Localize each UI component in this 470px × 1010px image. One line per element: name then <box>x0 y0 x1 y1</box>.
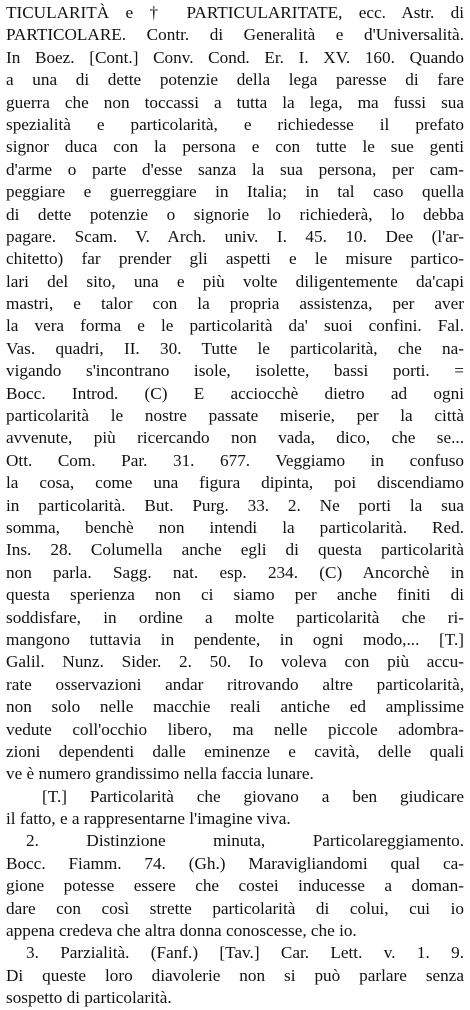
text-line: signor duca con la persona e con tutte le sue genti <box>6 137 464 157</box>
sense-2-line: 2. Distinzione minuta, Particolareggiamento. <box>26 831 464 851</box>
text-line: di dette potenzie o signorie lo richiederà, lo debba <box>6 204 464 224</box>
text-line: sospetto di particolarità. <box>6 988 172 1008</box>
text-line: In Boez. [Cont.] Conv. Cond. Er. I. XV. 160. Quando <box>6 47 464 67</box>
text-line: [T.] Particolarità che giovano a ben giudicare <box>42 786 464 806</box>
text-line: mastri, e talor con la propria assistenza, per aver <box>6 294 464 314</box>
text-line: somma, benchè non intendi la particolarità. Red. <box>6 517 464 537</box>
text-line: chitetto) far prender gli aspetti e le misure partico- <box>6 249 464 269</box>
text-line: particolarità le nostre passate miserie, per la città <box>6 406 464 426</box>
text-line: Vas. quadri, II. 30. Tutte le particolarità, che na- <box>6 338 464 358</box>
text-line: la cosa, come una figura dipinta, poi discendiamo <box>6 473 464 493</box>
text-line: vigando s'incontrano isole, isolette, bassi porti. = <box>6 361 464 381</box>
text-line: Ins. 28. Columella anche egli di questa particolarità <box>6 540 464 560</box>
text-line: peggiare e guerreggiare in Italia; in tal caso quella <box>6 182 464 202</box>
text-line: a una di dette potenzie della lega paresse di fare <box>6 70 464 90</box>
text-line: non solo nelle macchie reali antiche ed amplissime <box>6 697 464 717</box>
text-line: appena credeva che altra donna conoscesse, che io. <box>6 921 357 941</box>
text-line: guerra che non toccassi a tutta la lega, ma fussi sua <box>6 92 464 112</box>
text-line: zioni dependenti dalle eminenze e cavità, delle quali <box>6 741 464 761</box>
sense-3-line: 3. Parzialità. (Fanf.) [Tav.] Car. Lett. v. 1. 9. <box>26 943 464 963</box>
text-line: rate osservazioni andar ritrovando altre particolarità, <box>6 674 464 694</box>
text-line: soddisfare, in ordine a molte particolarità che ri- <box>6 607 464 627</box>
text-line: ve è numero grandissimo nella faccia lunare. <box>6 764 314 784</box>
text-line: lari del sito, una e più volte diligentemente da'capi <box>6 271 464 291</box>
text-line: dare con così strette particolarità di colui, cui io <box>6 898 464 918</box>
text-line: d'arme o parte d'esse sanza la sua persona, per cam- <box>6 159 464 179</box>
text-line: non parla. Sagg. nat. esp. 234. (C) Ancorchè in <box>6 562 464 582</box>
text-line: avvenute, più ricercando non vada, dico, che se... <box>6 428 464 448</box>
text-line: Bocc. Introd. (C) E acciocchè dietro ad ogni <box>6 383 464 403</box>
text-line: Galil. Nunz. Sider. 2. 50. Io voleva con più accu- <box>6 652 464 672</box>
text-line: questa sperienza non ci siamo per anche finiti di <box>6 585 464 605</box>
text-line: Ott. Com. Par. 31. 677. Veggiamo in confuso <box>6 450 464 470</box>
entry-headword-line: TICULARITÀ e † PARTICULARITATE, ecc. Astr. di <box>6 3 464 22</box>
text-line: in particolarità. But. Purg. 33. 2. Ne porti la sua <box>6 495 464 515</box>
text-line: vedute coll'occhio libero, ma nelle piccole adombra- <box>6 719 464 739</box>
text-line: PARTICOLARE. Contr. di Generalità e d'Universalità. <box>6 25 464 45</box>
text-line: mangono tuttavia in pendente, in ogni modo,... [T.] <box>6 629 464 649</box>
text-line: Bocc. Fiamm. 74. (Gh.) Maravigliandomi qual ca- <box>6 853 464 873</box>
text-line: gione potesse essere che costei inducesse a doman- <box>6 876 464 896</box>
text-line: pagare. Scam. V. Arch. univ. I. 45. 10. Dee (l'ar- <box>6 226 464 246</box>
text-line: la vera forma e le particolarità da' suoi confini. Fal. <box>6 316 464 336</box>
text-line: il fatto, e a rappresentarne l'imagine viva. <box>6 809 291 829</box>
text-line: spezialità e particolarità, e richiedesse il prefato <box>6 114 464 134</box>
text-line: Di queste loro diavolerie non si può parlare senza <box>6 965 464 985</box>
